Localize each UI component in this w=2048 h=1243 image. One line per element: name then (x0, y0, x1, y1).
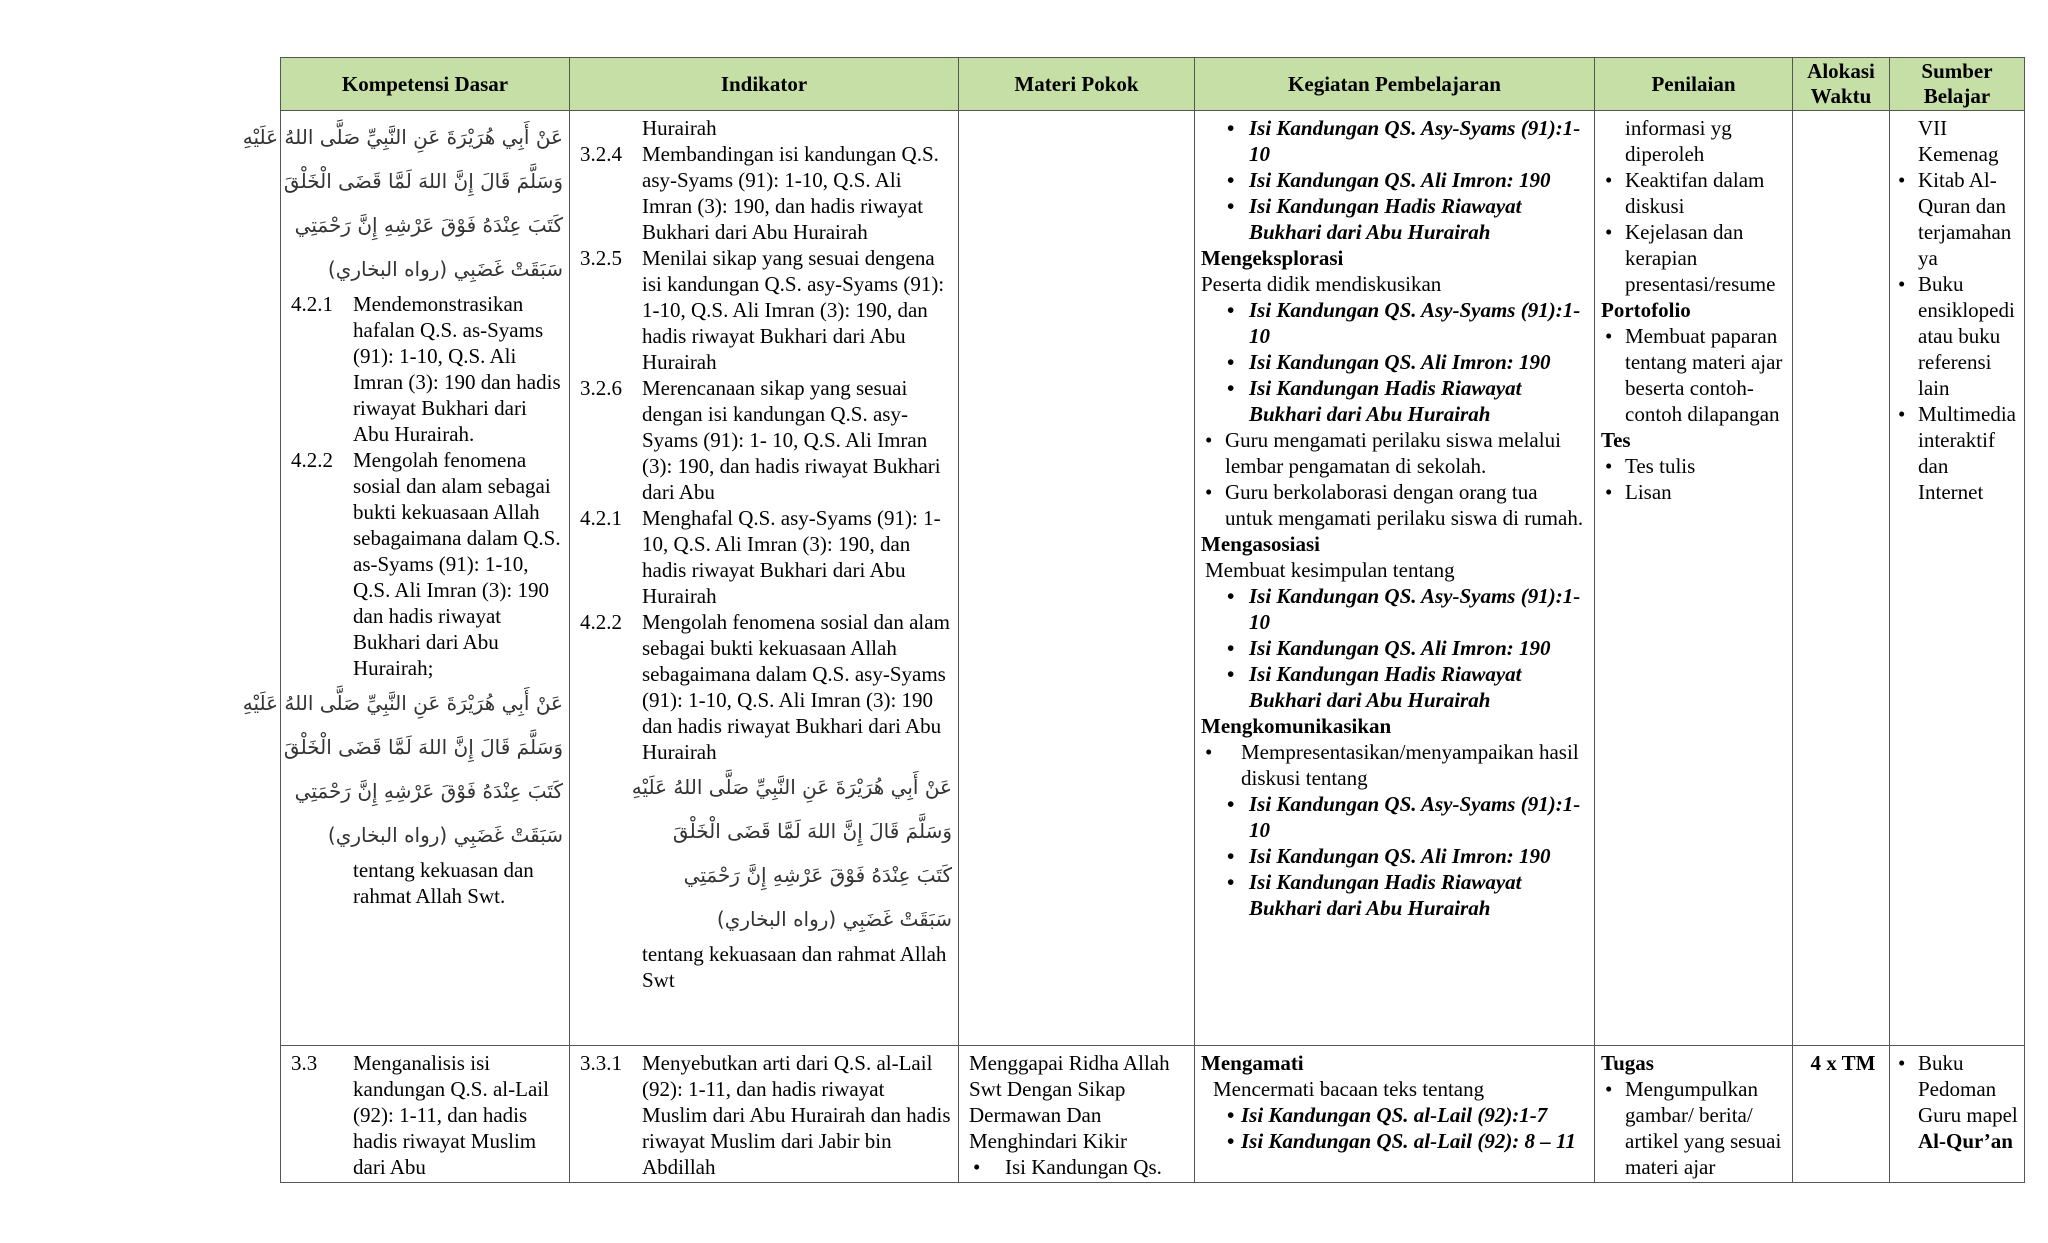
hadith-arabic-top (242, 115, 563, 291)
list-item: • Membuat paparan tentang materi ajar beserta contoh-contoh dilapangan (1601, 323, 1786, 427)
kegiatan-cell (1195, 111, 1595, 1046)
ind-text: Menghafal Q.S. asy-Syams (91): 1-10, Q.S. Ali Imran (3): 190, dan hadis riwayat Bukhari dari Abu Hurairah (642, 506, 941, 608)
kd-number: 3.3 (291, 1051, 318, 1075)
alokasi-cell (1793, 1046, 1890, 1183)
list-item: • Isi Kandungan Hadis Riawayat Bukhari dari Abu Hurairah (1201, 375, 1588, 427)
section-heading: Portofolio (1601, 298, 1691, 322)
section-heading: Mengeksplorasi (1201, 246, 1344, 270)
source-list (1894, 167, 2018, 505)
list-item: • Tes tulis (1601, 453, 1786, 479)
ind-item (580, 141, 952, 245)
penilaian-cell (1595, 111, 1793, 1046)
materi-cell (959, 111, 1195, 1046)
topic-list (1201, 791, 1588, 921)
materi-cell (959, 1046, 1195, 1183)
header-materi-pokok: Materi Pokok (959, 58, 1195, 111)
header-kegiatan-pembelajaran: Kegiatan Pembelajaran (1195, 58, 1595, 111)
list-item: • Lisan (1601, 479, 1786, 505)
kegiatan-cell (1195, 1046, 1595, 1183)
list-item: • Isi Kandungan QS. Ali Imron: 190 (1201, 843, 1588, 869)
topic-list (1201, 115, 1588, 245)
section-heading: Mengamati (1201, 1051, 1304, 1075)
arabic-line: وَسَلَّمَ قَالَ إِنَّ اللهَ لَمَّا قَضَى الْخَلْقَ (283, 735, 563, 759)
header-row (281, 58, 2025, 111)
source-list (1894, 1050, 2018, 1154)
section-heading: Mengasosiasi (1201, 532, 1321, 556)
sumber-cell (1890, 111, 2025, 1046)
list-item: • Isi Kandungan QS. al-Lail (92): 8 – 11 (1201, 1128, 1588, 1154)
ind-text: Merencanaan sikap yang sesuai dengan isi kandungan Q.S. asy-Syams (91): 1- 10, Q.S. Ali Imran (3): 190, dan hadis riwayat Bukhari dari Abu (642, 376, 941, 504)
arabic-line: كَتَبَ عِنْدَهُ فَوْقَ عَرْشِهِ إِنَّ رَحْمَتِي (294, 213, 563, 237)
materi-text: Menggapai Ridha Allah Swt Dengan Sikap Dermawan Dan Menghindari Kikir (969, 1051, 1170, 1153)
ind-tail-text: tentang kekuasaan dan rahmat Allah Swt (642, 942, 947, 992)
header-indikator: Indikator (570, 58, 959, 111)
kd-number: 4.2.1 (291, 292, 333, 316)
sum-lead-text: VII Kemenag (1918, 116, 1999, 166)
kd-item (291, 447, 563, 681)
ind-text: Menyebutkan arti dari Q.S. al-Lail (92): 1-11, dan hadis riwayat Muslim dari Abu Hurairah dan hadis riwayat Muslim dari Jabir bin Abdillah (642, 1051, 951, 1179)
list-item: • Isi Kandungan Hadis Riawayat Bukhari dari Abu Hurairah (1201, 869, 1588, 921)
list-item: • Kitab Al-Quran dan terjamahan ya (1894, 167, 2018, 271)
topic-list (1201, 1102, 1588, 1154)
arabic-line: كَتَبَ عِنْدَهُ فَوْقَ عَرْشِهِ إِنَّ رَحْمَتِي (683, 863, 952, 887)
materi-list (969, 1154, 1188, 1180)
lesson-plan-table (242, 57, 2025, 1183)
header-penilaian: Penilaian (1595, 58, 1793, 111)
ind-text: Menilai sikap yang sesuai dengena isi kandungan Q.S. asy-Syams (91): 1-10, Q.S. Ali Imran (3): 190, dan hadis riwayat Bukhari dari Abu Hurairah (642, 246, 945, 374)
ind-number: 3.2.4 (580, 142, 622, 166)
source-text: Buku Pedoman Guru mapel (1918, 1051, 2018, 1127)
list-item: • Keaktifan dalam diskusi (1601, 167, 1786, 219)
list-item: • Buku ensiklopedi atau buku referensi lain (1894, 271, 2018, 401)
header-kompetensi-dasar: Kompetensi Dasar (281, 58, 570, 111)
ind-item (580, 505, 952, 609)
list-item: • Isi Kandungan Hadis Riawayat Bukhari dari Abu Hurairah (1201, 661, 1588, 713)
list-item: • Guru berkolaborasi dengan orang tua untuk mengamati perilaku siswa di rumah. (1201, 479, 1588, 531)
list-item: • Isi Kandungan QS. Asy-Syams (91):1-10 (1201, 583, 1588, 635)
list-item: • Isi Kandungan QS. Asy-Syams (91):1-10 (1201, 297, 1588, 349)
ind-item (580, 1050, 952, 1180)
alokasi-value: 4 x TM (1810, 1051, 1876, 1075)
penilaian-cell (1595, 1046, 1793, 1183)
kd-item (291, 291, 563, 447)
section-heading: Mengkomunikasikan (1201, 714, 1392, 738)
hadith-arabic-ind (580, 765, 952, 941)
header-alokasi-waktu: Alokasi Waktu (1793, 58, 1890, 111)
kd-tail-text: tentang kekuasan dan rahmat Allah Swt. (353, 858, 534, 908)
topic-list (1201, 583, 1588, 713)
topic-list (1201, 297, 1588, 427)
assessment-list (1601, 1076, 1786, 1180)
kd-item (291, 1050, 563, 1180)
arabic-line: سَبَقَتْ غَضَبِي (رواه البخاري) (327, 823, 563, 847)
arabic-line: وَسَلَّمَ قَالَ إِنَّ اللهَ لَمَّا قَضَى الْخَلْقَ (672, 819, 952, 843)
ind-item (580, 245, 952, 375)
arabic-line: كَتَبَ عِنْدَهُ فَوْقَ عَرْشِهِ إِنَّ رَحْمَتِي (294, 779, 563, 803)
list-item: • Mengumpulkan gambar/ berita/ artikel yang sesuai materi ajar (1601, 1076, 1786, 1180)
assessment-list (1601, 323, 1786, 427)
alokasi-cell (1793, 111, 1890, 1046)
kd-text: Mendemonstrasikan hafalan Q.S. as-Syams (91): 1-10, Q.S. Ali Imran (3): 190 dan hadis riwayat Bukhari dari Abu Hurairah. (353, 292, 561, 446)
ind-text: Mengolah fenomena sosial dan alam sebagai bukti kekuasaan Allah sebagaimana dalam Q.S. asy-Syams (91): 1-10, Q.S. Ali Imran (3): 190 dan hadis riwayat Bukhari dari Abu Hurairah (642, 610, 950, 764)
arabic-line: سَبَقَتْ غَضَبِي (رواه البخاري) (716, 907, 952, 931)
header-sumber-belajar: Sumber Belajar (1890, 58, 2025, 111)
assessment-list (1601, 167, 1786, 297)
arabic-line: وَسَلَّمَ قَالَ إِنَّ اللهَ لَمَّا قَضَى الْخَلْقَ (283, 169, 563, 193)
kd-number: 4.2.2 (291, 448, 333, 472)
table-row (281, 1046, 2025, 1183)
list-item: • Isi Kandungan QS. Asy-Syams (91):1-10 (1201, 791, 1588, 843)
arabic-line: عَنْ أَبِي هُرَيْرَةَ عَنِ النَّبِيِّ صَلَّى اللهُ عَلَيْهِ (631, 775, 952, 799)
assessment-list (1601, 453, 1786, 505)
ind-lead-text: Hurairah (642, 116, 717, 140)
list-item: • Isi Kandungan QS. Ali Imron: 190 (1201, 635, 1588, 661)
ind-number: 4.2.1 (580, 506, 622, 530)
source-bold-text: Al-Qur’an (1918, 1129, 2013, 1153)
arabic-line: عَنْ أَبِي هُرَيْرَةَ عَنِ النَّبِيِّ صَلَّى اللهُ عَلَيْهِ (242, 125, 563, 149)
section-heading: Tes (1601, 428, 1631, 452)
list-item: • Kejelasan dan kerapian presentasi/resume (1601, 219, 1786, 297)
list-item: • Isi Kandungan QS. Ali Imron: 190 (1201, 167, 1588, 193)
section-text: Mencermati bacaan teks tentang (1213, 1077, 1485, 1101)
ind-item (580, 609, 952, 765)
list-item (1894, 1050, 2018, 1154)
ind-number: 4.2.2 (580, 610, 622, 634)
indikator-cell (570, 1046, 959, 1183)
section-heading: Tugas (1601, 1051, 1654, 1075)
kd-cell (281, 1046, 570, 1183)
list-item: • Isi Kandungan QS. Asy-Syams (91):1-10 (1201, 115, 1588, 167)
list-item: • Multimedia interaktif dan Internet (1894, 401, 2018, 505)
ind-number: 3.2.5 (580, 246, 622, 270)
arabic-line: عَنْ أَبِي هُرَيْرَةَ عَنِ النَّبِيِّ صَلَّى اللهُ عَلَيْهِ (242, 691, 563, 715)
section-text: Membuat kesimpulan tentang (1205, 558, 1455, 582)
ind-text: Membandingan isi kandungan Q.S. asy-Syams (91): 1-10, Q.S. Ali Imran (3): 190, dan hadis riwayat Bukhari dari Abu Hurairah (642, 142, 939, 244)
table-row (281, 111, 2025, 1046)
list-item: • Isi Kandungan Qs. (969, 1154, 1188, 1180)
hadith-arabic-mid (242, 681, 563, 857)
teacher-list (1201, 427, 1588, 531)
list-item: • Isi Kandungan Hadis Riawayat Bukhari dari Abu Hurairah (1201, 193, 1588, 245)
section-text: Peserta didik mendiskusikan (1201, 272, 1442, 296)
list-item: • Guru mengamati perilaku siswa melalui lembar pengamatan di sekolah. (1201, 427, 1588, 479)
arabic-line: سَبَقَتْ غَضَبِي (رواه البخاري) (327, 257, 563, 281)
ind-number: 3.3.1 (580, 1051, 622, 1075)
presentation-list (1201, 739, 1588, 791)
list-item: • Isi Kandungan QS. al-Lail (92):1-7 (1201, 1102, 1588, 1128)
ind-item (580, 375, 952, 505)
ind-number: 3.2.6 (580, 376, 622, 400)
list-item: • Mempresentasikan/menyampaikan hasil diskusi tentang (1201, 739, 1588, 791)
pen-lead-text: informasi yg diperoleh (1625, 116, 1732, 166)
sumber-cell (1890, 1046, 2025, 1183)
kd-text: Menganalisis isi kandungan Q.S. al-Lail (92): 1-11, dan hadis hadis riwayat Muslim dari Abu (353, 1051, 549, 1179)
kd-text: Mengolah fenomena sosial dan alam sebagai bukti kekuasaan Allah sebagaimana dalam Q.S. as-Syams (91): 1-10, Q.S. Ali Imran (3): 190 dan hadis riwayat Bukhari dari Abu Hurairah; (353, 448, 561, 680)
kd-cell (242, 111, 570, 1046)
list-item: • Isi Kandungan QS. Ali Imron: 190 (1201, 349, 1588, 375)
indikator-cell (570, 111, 959, 1046)
